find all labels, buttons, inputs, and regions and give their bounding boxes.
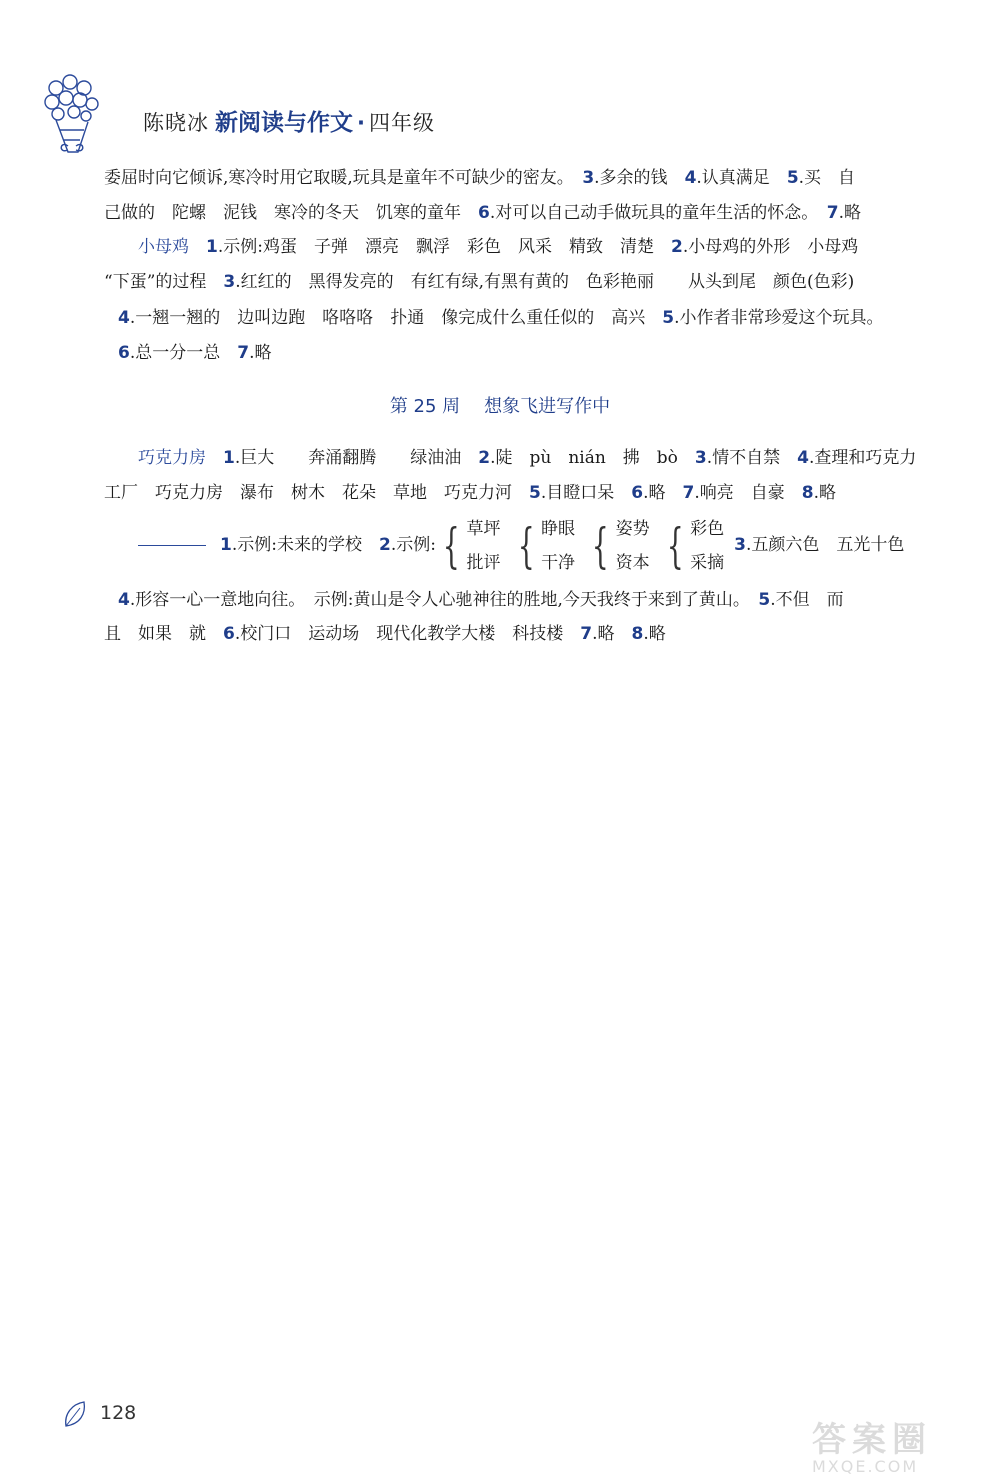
word-pair-group — [511, 511, 576, 581]
title-separator: · — [357, 111, 365, 135]
question-number: 4 — [118, 590, 130, 610]
answer-text: .查理和巧克力 — [809, 448, 917, 468]
question-number: 3 — [734, 535, 746, 555]
answer-text: .陡 pù nián 拂 bò — [490, 448, 678, 468]
word-pair-bottom: 采摘 — [690, 553, 725, 573]
answer-text: .巨大 奔涌翻腾 绿油油 — [234, 448, 462, 468]
answer-text: .对可以自己动手做玩具的童年生活的怀念。 — [489, 203, 810, 223]
question-number: 6 — [631, 483, 644, 503]
leaf-icon — [62, 1400, 88, 1430]
left-brace-icon: { — [517, 518, 535, 574]
question-number: 2 — [478, 448, 491, 468]
answer-text: 委屈时向它倾诉,寒冷时用它取暖,玩具是童年不可缺少的密友。 — [104, 168, 566, 188]
answer-line-3 — [104, 230, 858, 264]
answer-text: 己做的 陀螺 泥钱 寒冷的冬天 饥寒的童年 — [104, 203, 461, 223]
watermark-url: MXQE.COM — [812, 1457, 919, 1476]
left-brace-icon: { — [666, 518, 684, 574]
answer-text: .一翘一翘的 边叫边跑 咯咯咯 扑通 像完成什么重任似的 高兴 — [129, 308, 646, 328]
word-pair-group — [436, 511, 501, 581]
author-name: 陈晓冰 — [143, 111, 209, 135]
answer-text: .红红的 黑得发亮的 有红有绿,有黑有黄的 色彩艳丽 从头到尾 颜色(色彩) — [235, 272, 855, 292]
answer-text: .校门口 运动场 现代化教学大楼 科技楼 — [234, 624, 564, 644]
answer-line-7 — [104, 441, 916, 475]
answer-text: .情不自禁 — [706, 448, 781, 468]
answer-text: .买 自 — [798, 168, 856, 188]
question-number: 5 — [529, 483, 541, 503]
question-number: 7 — [237, 343, 250, 363]
question-number: 3 — [223, 272, 236, 292]
answer-line-8 — [104, 476, 836, 510]
week-theme: 想象飞进写作中 — [484, 396, 611, 417]
question-number: 5 — [786, 168, 799, 188]
answer-text: .略 — [249, 343, 272, 363]
section-label: 巧克力房 — [138, 448, 206, 468]
page-header — [38, 70, 638, 160]
answer-text: .略 — [643, 624, 666, 644]
word-pair-top: 彩色 — [690, 519, 725, 539]
answer-text: .示例:未来的学校 — [231, 535, 362, 555]
word-pair-bottom: 批评 — [466, 553, 501, 573]
answer-text: .示例:鸡蛋 子弹 漂亮 飘浮 彩色 风采 精致 清楚 — [217, 237, 654, 257]
answer-text: .响亮 自豪 — [694, 483, 785, 503]
flower-bouquet-icon — [38, 70, 104, 156]
answer-line-6 — [118, 336, 272, 370]
answer-text: .五颜六色 五光十色 — [746, 535, 905, 555]
question-number: 7 — [580, 624, 593, 644]
question-number: 5 — [758, 590, 771, 610]
word-pair-bottom: 干净 — [541, 553, 576, 573]
book-title: 新阅读与作文 — [215, 110, 353, 136]
answer-text: .小作者非常珍爱这个玩具。 — [674, 308, 884, 328]
question-number: 8 — [631, 624, 644, 644]
left-brace-icon: { — [591, 518, 609, 574]
watermark — [812, 1412, 982, 1476]
left-brace-icon: { — [442, 518, 460, 574]
answer-line-5 — [118, 301, 884, 335]
word-pair-top: 草坪 — [466, 519, 501, 539]
answer-text: .略 — [813, 483, 836, 503]
watermark-logo-text: 答案圈 — [812, 1420, 932, 1460]
question-number: 4 — [118, 308, 130, 328]
section-label: 小母鸡 — [138, 237, 189, 257]
word-pair-bottom: 资本 — [615, 553, 650, 573]
section-title-blank — [138, 545, 206, 546]
answer-text: 工厂 巧克力房 瀑布 树木 花朵 草地 巧克力河 — [104, 483, 512, 503]
question-number: 4 — [684, 168, 697, 188]
answer-line-11 — [104, 617, 666, 651]
question-number: 7 — [826, 203, 839, 223]
answer-line-4 — [104, 265, 854, 299]
question-number: 7 — [682, 483, 695, 503]
question-number: 3 — [694, 448, 707, 468]
week-label: 第 25 周 — [389, 396, 461, 417]
grade-label: 四年级 — [368, 111, 435, 135]
question-number: 6 — [118, 343, 130, 363]
word-pair-group — [660, 511, 725, 581]
answer-text: .形容一心一意地向往。 示例:黄山是令人心驰神往的胜地,今天我终于来到了黄山。 — [129, 590, 742, 610]
answer-text: .示例: — [390, 535, 436, 555]
question-number: 2 — [670, 237, 683, 257]
answer-text: .不但 而 — [770, 590, 844, 610]
question-number: 3 — [582, 168, 595, 188]
question-number: 5 — [662, 308, 675, 328]
question-number: 8 — [801, 483, 814, 503]
page-number: 128 — [100, 1402, 137, 1424]
question-number: 1 — [206, 237, 218, 257]
answer-text: “下蛋”的过程 — [104, 272, 207, 292]
question-number: 1 — [220, 535, 232, 555]
question-number: 6 — [223, 624, 235, 644]
answer-text: .目瞪口呆 — [540, 483, 615, 503]
question-number: 6 — [478, 203, 490, 223]
question-number: 4 — [797, 448, 810, 468]
word-pair-group — [585, 511, 650, 581]
book-series-title — [143, 104, 435, 137]
answer-text: .小母鸡的外形 小母鸡 — [682, 237, 859, 257]
answer-line-9 — [138, 510, 904, 580]
answer-text: .认真满足 — [696, 168, 770, 188]
week-heading — [0, 392, 1000, 418]
answer-line-2 — [104, 196, 861, 230]
answer-text: .略 — [643, 483, 666, 503]
answer-line-10 — [118, 583, 844, 617]
answer-text: 且 如果 就 — [104, 624, 206, 644]
question-number: 1 — [223, 448, 235, 468]
question-number: 2 — [378, 535, 391, 555]
answer-line-1 — [104, 161, 855, 195]
answer-text: .多余的钱 — [594, 168, 668, 188]
answer-text: .总一分一总 — [129, 343, 221, 363]
answer-text: .略 — [592, 624, 615, 644]
answer-text: .略 — [838, 203, 861, 223]
word-pair-top: 睁眼 — [541, 519, 576, 539]
word-pair-top: 姿势 — [615, 519, 650, 539]
